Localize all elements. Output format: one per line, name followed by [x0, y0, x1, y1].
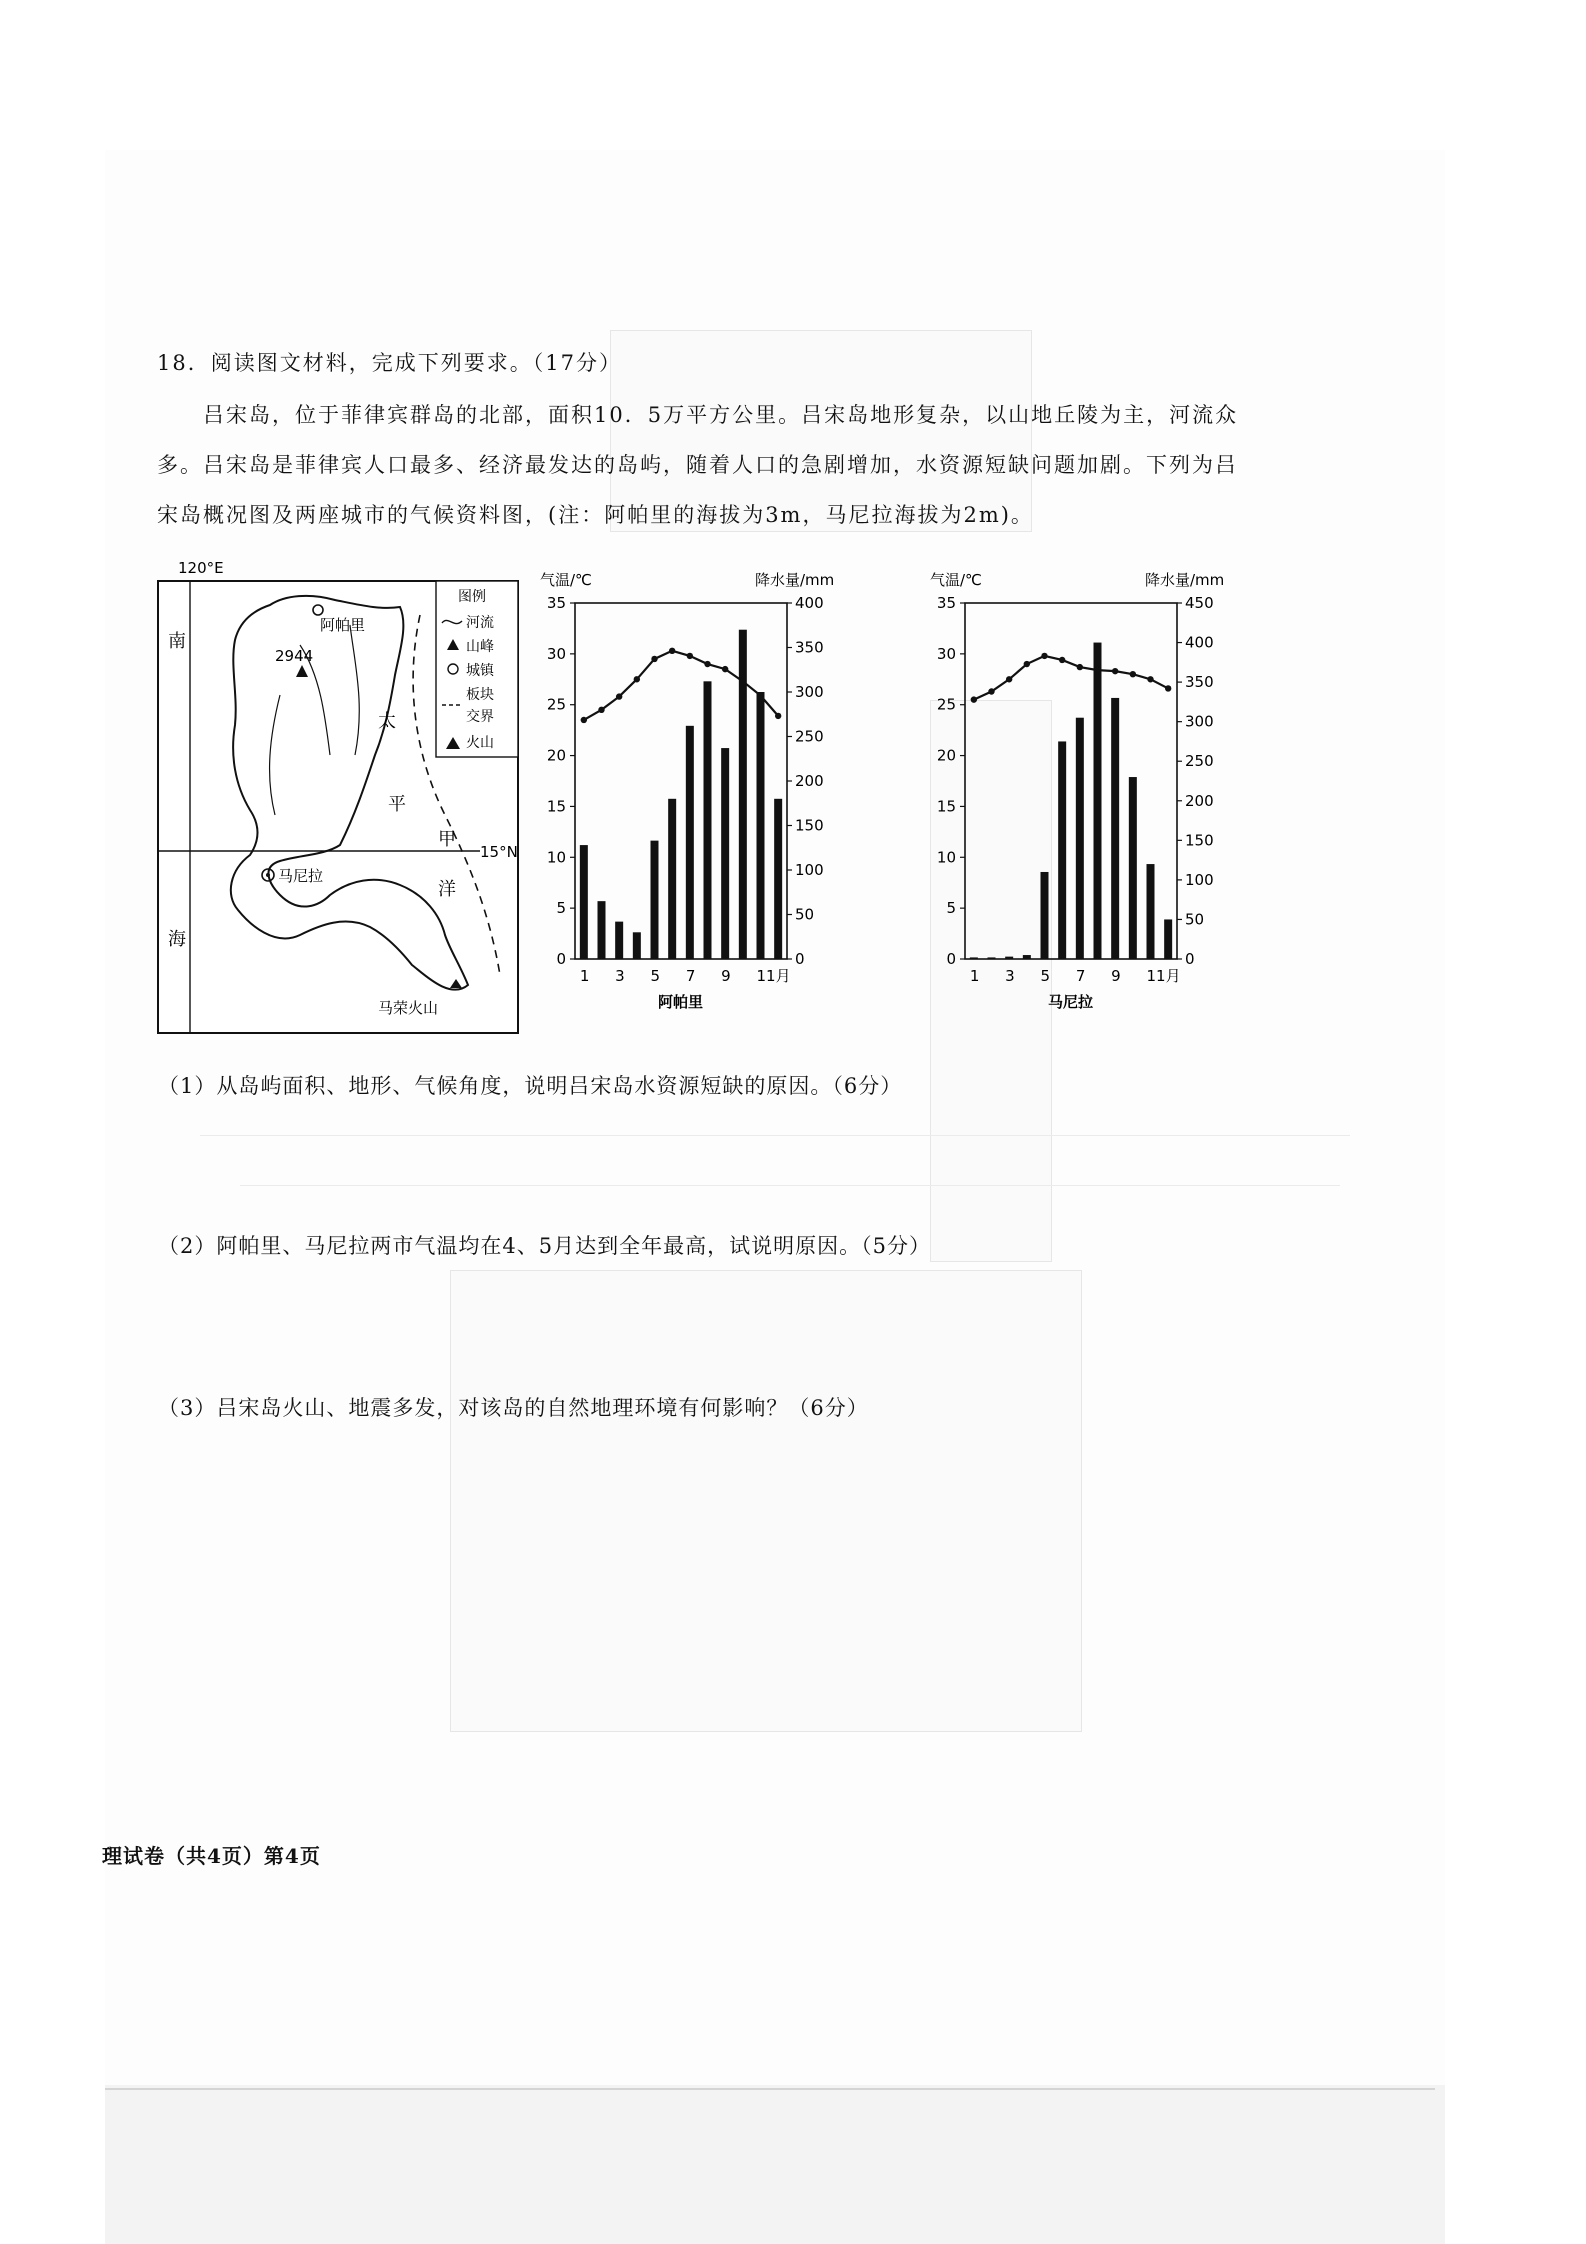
- temperature-point: [704, 661, 710, 667]
- right-axis-tick-label: 100: [1185, 870, 1214, 889]
- city-manila-label: 马尼拉: [278, 867, 324, 885]
- left-axis-tick-label: 5: [556, 899, 566, 918]
- x-axis-tick-label: 1: [579, 967, 590, 985]
- temperature-point: [669, 648, 675, 654]
- temperature-point: [740, 678, 746, 684]
- intro-line: 宋岛概况图及两座城市的气候资料图，(注：阿帕里的海拔为3m，马尼拉海拔为2m)。: [157, 503, 1034, 527]
- bleed-through-line: [200, 1135, 1350, 1136]
- temperature-point: [1130, 671, 1136, 677]
- precipitation-bars: [970, 643, 1172, 959]
- precipitation-bar: [633, 932, 641, 959]
- temperature-polyline: [584, 651, 778, 720]
- left-axis-tick-label: 25: [546, 695, 566, 714]
- right-axis-tick-label: 50: [795, 905, 815, 924]
- right-axis-tick-label: 250: [1185, 752, 1214, 771]
- left-axis-tick-label: 35: [936, 594, 956, 612]
- page-footer: 理试卷（共4页）第4页: [102, 1844, 321, 1868]
- precipitation-bar: [1041, 872, 1049, 959]
- temperature-point: [651, 656, 657, 662]
- figure-map-and-climate-charts: [150, 555, 1290, 1055]
- left-axis-tick-label: 0: [556, 950, 566, 968]
- left-axis-tick-label: 25: [936, 695, 956, 714]
- right-axis-tick-label: 300: [1185, 712, 1214, 731]
- right-axis-tick-label: 350: [1185, 673, 1214, 692]
- latitude-label: 15°N: [480, 843, 518, 861]
- precipitation-bar: [1005, 957, 1013, 959]
- right-axis-tick-label: 50: [1185, 910, 1205, 929]
- question-title: 18．阅读图文材料，完成下列要求。（17分）: [157, 351, 622, 375]
- precipitation-bar: [704, 681, 712, 959]
- precipitation-bar: [615, 922, 623, 959]
- right-axis-tick-label: 0: [795, 950, 805, 968]
- volcano-label: 马荣火山: [378, 999, 439, 1017]
- x-axis-tick-label: 7: [1075, 967, 1086, 985]
- scan-bottom-edge: [105, 2088, 1435, 2090]
- sub-question-3: （3）吕宋岛火山、地震多发，对该岛的自然地理环境有何影响？（6分）: [158, 1396, 869, 1420]
- x-axis-tick-label: 11月: [1146, 967, 1181, 985]
- x-axis-tick-label: 5: [1040, 967, 1051, 985]
- chart-right-axis-title: 降水量/mm: [755, 571, 835, 589]
- legend-volcano: 火山: [466, 735, 494, 751]
- sea-label-south: 南: [168, 631, 186, 652]
- precipitation-bar: [668, 799, 676, 959]
- chart-city-label: 阿帕里: [658, 993, 704, 1011]
- left-axis-ticks: [937, 594, 965, 968]
- temperature-point: [1147, 676, 1153, 682]
- temperature-polyline: [974, 656, 1168, 700]
- temperature-point: [1006, 676, 1012, 682]
- x-axis-tick-label: 1: [969, 967, 980, 985]
- right-axis-tick-label: 350: [795, 638, 824, 657]
- intro-paragraph: [157, 390, 1297, 540]
- intro-line: 吕宋岛，位于菲律宾群岛的北部，面积10．5万平方公里。吕宋岛地形复杂，以山地丘陵为主，河流众: [203, 403, 1239, 427]
- temperature-point: [988, 688, 994, 694]
- left-axis-tick-label: 10: [936, 848, 956, 867]
- x-axis-tick-label: 11月: [756, 967, 791, 985]
- left-axis-tick-label: 15: [936, 797, 956, 816]
- right-axis-tick-label: 400: [795, 594, 824, 612]
- precipitation-bar: [1058, 741, 1066, 959]
- precipitation-bar: [580, 845, 588, 959]
- precipitation-bar: [651, 841, 659, 959]
- x-axis-tick-label: 7: [685, 967, 696, 985]
- left-axis-tick-label: 0: [946, 950, 956, 968]
- left-axis-ticks: [547, 594, 575, 968]
- right-axis-tick-label: 150: [795, 816, 824, 835]
- intro-line: 多。吕宋岛是菲律宾人口最多、经济最发达的岛屿，随着人口的急剧增加，水资源短缺问题加剧。下列为吕: [157, 453, 1238, 477]
- temperature-line: [581, 648, 782, 724]
- ocean-label-ping: 平: [388, 794, 406, 815]
- precipitation-bar: [1129, 777, 1137, 959]
- precipitation-bar: [598, 901, 606, 959]
- precipitation-bar: [721, 748, 729, 959]
- left-axis-tick-label: 15: [546, 797, 566, 816]
- ocean-label-yang: 洋: [438, 879, 456, 900]
- ocean-label-tai: 太: [378, 711, 396, 732]
- sub-question-2: （2）阿帕里、马尼拉两市气温均在4、5月达到全年最高，试说明原因。（5分）: [158, 1234, 931, 1258]
- temperature-point: [598, 707, 604, 713]
- precipitation-bar: [1076, 718, 1084, 959]
- right-axis-tick-label: 150: [1185, 831, 1214, 850]
- right-axis-tick-label: 200: [795, 772, 824, 790]
- precipitation-bar: [757, 692, 765, 959]
- precipitation-bar: [1023, 955, 1031, 959]
- x-axis-tick-label: 9: [721, 967, 731, 985]
- x-axis-ticks: [970, 967, 1181, 985]
- temperature-point: [971, 696, 977, 702]
- x-axis-tick-label: 3: [1005, 967, 1015, 985]
- temperature-point: [1112, 668, 1118, 674]
- right-axis-tick-label: 100: [795, 861, 824, 879]
- sea-label-sea: 海: [168, 929, 186, 950]
- peak-elevation-label: 2944: [275, 647, 314, 665]
- temperature-point: [1041, 653, 1047, 659]
- luzon-map: [158, 559, 518, 1033]
- chart-plot-frame: [965, 603, 1177, 959]
- right-axis-tick-label: 250: [795, 727, 824, 746]
- legend-title: 图例: [458, 589, 486, 605]
- city-aparri-label: 阿帕里: [320, 616, 366, 634]
- right-axis-tick-label: 450: [1185, 594, 1214, 612]
- chart-left-axis-title: 气温/℃: [540, 571, 592, 589]
- legend-town: 城镇: [466, 663, 494, 679]
- temperature-point: [581, 717, 587, 723]
- precipitation-bar: [1164, 919, 1172, 959]
- left-axis-tick-label: 5: [946, 899, 956, 918]
- x-axis-tick-label: 5: [650, 967, 661, 985]
- longitude-label: 120°E: [178, 559, 224, 577]
- right-axis-ticks: [1177, 594, 1214, 968]
- legend-peak: 山峰: [466, 639, 494, 655]
- city-manila-dot: [266, 873, 270, 877]
- right-axis-tick-label: 200: [1185, 791, 1214, 810]
- scan-bottom-band: [105, 2085, 1445, 2244]
- right-axis-tick-label: 0: [1185, 950, 1195, 968]
- temperature-point: [1077, 664, 1083, 670]
- left-axis-tick-label: 20: [936, 746, 956, 765]
- x-axis-tick-label: 9: [1111, 967, 1121, 985]
- legend-plate: 板块: [466, 687, 494, 703]
- temperature-point: [775, 713, 781, 719]
- chart-plot-frame: [575, 603, 787, 959]
- temperature-point: [1165, 685, 1171, 691]
- legend-river: 河流: [466, 615, 494, 631]
- right-axis-tick-label: 400: [1185, 633, 1214, 652]
- climate-chart-aparri: [540, 571, 834, 1011]
- precipitation-bar: [1094, 643, 1102, 959]
- chart-right-axis-title: 降水量/mm: [1145, 571, 1225, 589]
- precipitation-bar: [686, 726, 694, 959]
- temperature-point: [1094, 667, 1100, 673]
- sub-question-1: （1）从岛屿面积、地形、气候角度，说明吕宋岛水资源短缺的原因。（6分）: [158, 1074, 903, 1098]
- legend-boundary: 交界: [466, 709, 494, 725]
- temperature-point: [634, 676, 640, 682]
- temperature-point: [1024, 661, 1030, 667]
- left-axis-tick-label: 20: [546, 746, 566, 765]
- x-axis-tick-label: 3: [615, 967, 625, 985]
- temperature-point: [687, 653, 693, 659]
- left-axis-tick-label: 30: [546, 644, 566, 663]
- temperature-line: [971, 653, 1172, 703]
- precipitation-bar: [1147, 864, 1155, 959]
- precipitation-bar: [774, 799, 782, 959]
- left-axis-tick-label: 10: [546, 848, 566, 867]
- bleed-through-line: [240, 1185, 1340, 1186]
- chart-left-axis-title: 气温/℃: [930, 571, 982, 589]
- temperature-point: [1059, 657, 1065, 663]
- bleed-through-ghost: [450, 1270, 1082, 1732]
- chart-city-label: 马尼拉: [1048, 993, 1094, 1011]
- temperature-point: [757, 692, 763, 698]
- temperature-point: [722, 666, 728, 672]
- precipitation-bar: [1111, 698, 1119, 959]
- left-axis-tick-label: 30: [936, 644, 956, 663]
- left-axis-tick-label: 35: [546, 594, 566, 612]
- precipitation-bar: [970, 957, 978, 959]
- x-axis-ticks: [580, 967, 791, 985]
- right-axis-ticks: [787, 594, 824, 968]
- climate-chart-manila: [930, 571, 1224, 1011]
- precipitation-bars: [580, 630, 782, 959]
- point-label-jia: 甲: [438, 829, 456, 850]
- precipitation-bar: [988, 957, 996, 959]
- temperature-point: [616, 693, 622, 699]
- right-axis-tick-label: 300: [795, 683, 824, 701]
